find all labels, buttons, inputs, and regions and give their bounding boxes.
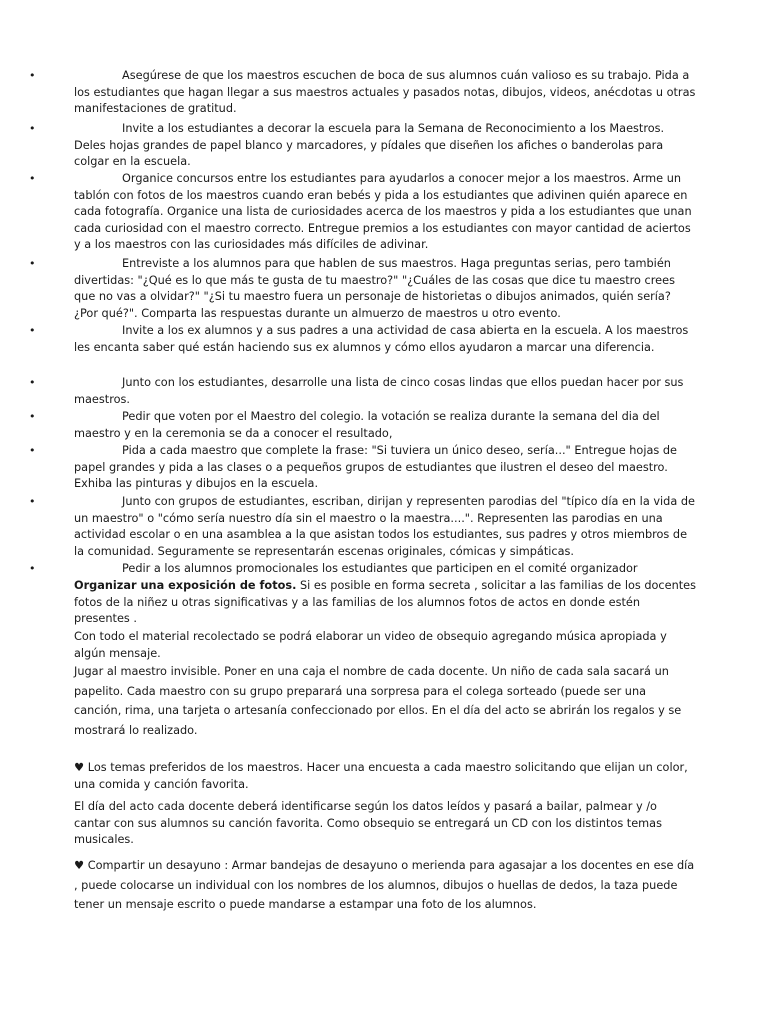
list-item <box>29 443 696 493</box>
list-item <box>29 494 696 560</box>
foto-heading: Organizar una exposición de fotos. <box>74 579 297 592</box>
list-item <box>29 68 696 118</box>
list-item-text: Organice concursos entre los estudiantes para ayudarlos a conocer mejor a los maestros. Arme un tablón con fotos de los maestros cuando eran bebés y pida a los estudiantes que adivinen quién aparece en cada fotografía. Organice una lista de curiosidades acerca de los maestros y pida a los estudiantes que unan cada curiosidad con el maestro correcto. Entregue premios a los estudiantes con mayor cantidad de aciertos y a los maestros con las curiosidades más difíciles de adivinar. <box>74 172 692 251</box>
bullet: • <box>29 122 36 135</box>
bullet: • <box>29 562 36 575</box>
list-item-text: Invite a los ex alumnos y a sus padres a una actividad de casa abierta en la escuela. A los maestros les encanta saber qué están haciendo sus ex alumnos y cómo ellos ayudaron a marcar una diferencia. <box>74 324 689 354</box>
bullet: • <box>29 257 36 270</box>
invisible-paragraph: Jugar al maestro invisible. Poner en una caja el nombre de cada docente. Un niño de cada sala sacará un papelito. Cada maestro con su grupo preparará una sorpresa para el colega sorteado (puede ser una canción, rima, una tarjeta o artesanía confeccionado por ellos. En el día del acto se abrirán los regalos y se mostrará lo realizado. <box>74 665 682 737</box>
bullet: • <box>29 69 36 82</box>
bullet: • <box>29 410 36 423</box>
list-item <box>29 561 696 578</box>
list-item <box>29 256 696 322</box>
list-item <box>29 323 696 356</box>
list-item-text: Entreviste a los alumnos para que hablen de sus maestros. Haga preguntas serias, pero también divertidas: "¿Qué es lo que más te gusta de tu maestro?" "¿Cuáles de las cosas que dice tu maestro crees que no vas a olvidar?" "¿Si tu maestro fuera un personaje de historietas o dibujos animados, quién sería? ¿Por qué?". Comparta las respuestas durante un almuerzo de maestros u otro evento. <box>74 257 675 320</box>
video-paragraph: Con todo el material recolectado se podrá elaborar un video de obsequio agregando música apropiada y algún mensaje. <box>74 630 667 660</box>
list-item <box>29 409 696 442</box>
list-item-text: Pida a cada maestro que complete la frase: "Si tuviera un único deseo, sería..." Entregue hojas de papel grandes y pida a las clases o a pequeños grupos de estudiantes que ilustren el deseo del maestro. Exhiba las pinturas y dibujos en la escuela. <box>74 444 677 490</box>
list-item <box>29 375 696 408</box>
list-item <box>29 121 696 171</box>
bullet: • <box>29 444 36 457</box>
list-item <box>29 171 696 254</box>
foto-text: Si es posible en forma secreta , solicitar a las familias de los docentes fotos de la niñez u otras significativas y a las familias de los alumnos fotos de actos en donde estén presentes . <box>74 579 697 625</box>
bullet: • <box>29 324 36 337</box>
bullet: • <box>29 376 36 389</box>
list-item-text: Pedir que voten por el Maestro del colegio. la votación se realiza durante la semana del dia del maestro y en la ceremonia se da a conocer el resultado, <box>74 410 660 440</box>
list-item-text: Invite a los estudiantes a decorar la escuela para la Semana de Reconocimiento a los Maestros. Deles hojas grandes de papel blanco y marcadores, y pídales que diseñen los afiches o banderolas para colgar en la escuela. <box>74 122 665 168</box>
foto-paragraph <box>74 578 696 628</box>
temas-paragraph: ♥ Los temas preferidos de los maestros. Hacer una encuesta a cada maestro solicitando que elijan un color, una comida y canción favorita. <box>74 761 688 791</box>
bullet: • <box>29 172 36 185</box>
dia-paragraph: El día del acto cada docente deberá identificarse según los datos leídos y pasará a bailar, palmear y /o cantar con sus alumnos su canción favorita. Como obsequio se entregará un CD con los distintos temas musicales. <box>74 800 662 846</box>
bullet: • <box>29 495 36 508</box>
desayuno-paragraph: ♥ Compartir un desayuno : Armar bandejas de desayuno o merienda para agasajar a los docentes en ese día , puede colocarse un individual con los nombres de los alumnos, dibujos o huellas de dedos, la taza puede tener un mensaje escrito o puede mandarse a estampar una foto de los alumnos. <box>74 859 695 911</box>
list-item-text: Junto con los estudiantes, desarrolle una lista de cinco cosas lindas que ellos puedan hacer por sus maestros. <box>74 376 684 406</box>
list-item-text: Pedir a los alumnos promocionales los estudiantes que participen en el comité organizador <box>122 562 638 575</box>
list-item-text: Asegúrese de que los maestros escuchen de boca de sus alumnos cuán valioso es su trabajo. Pida a los estudiantes que hagan llegar a sus maestros actuales y pasados notas, dibujos, videos, anécdotas u otras manifestaciones de gratitud. <box>74 69 696 115</box>
list-item-text: Junto con grupos de estudiantes, escriban, dirijan y representen parodias del "típico día en la vida de un maestro" o "cómo sería nuestro día sin el maestro o la maestra....". Representen las parodias en una actividad escolar o en una asamblea a la que asistan todos los estudiantes, sus padres y otros miembros de la comunidad. Seguramente se representarán escenas originales, cómicas y simpáticas. <box>74 495 695 558</box>
